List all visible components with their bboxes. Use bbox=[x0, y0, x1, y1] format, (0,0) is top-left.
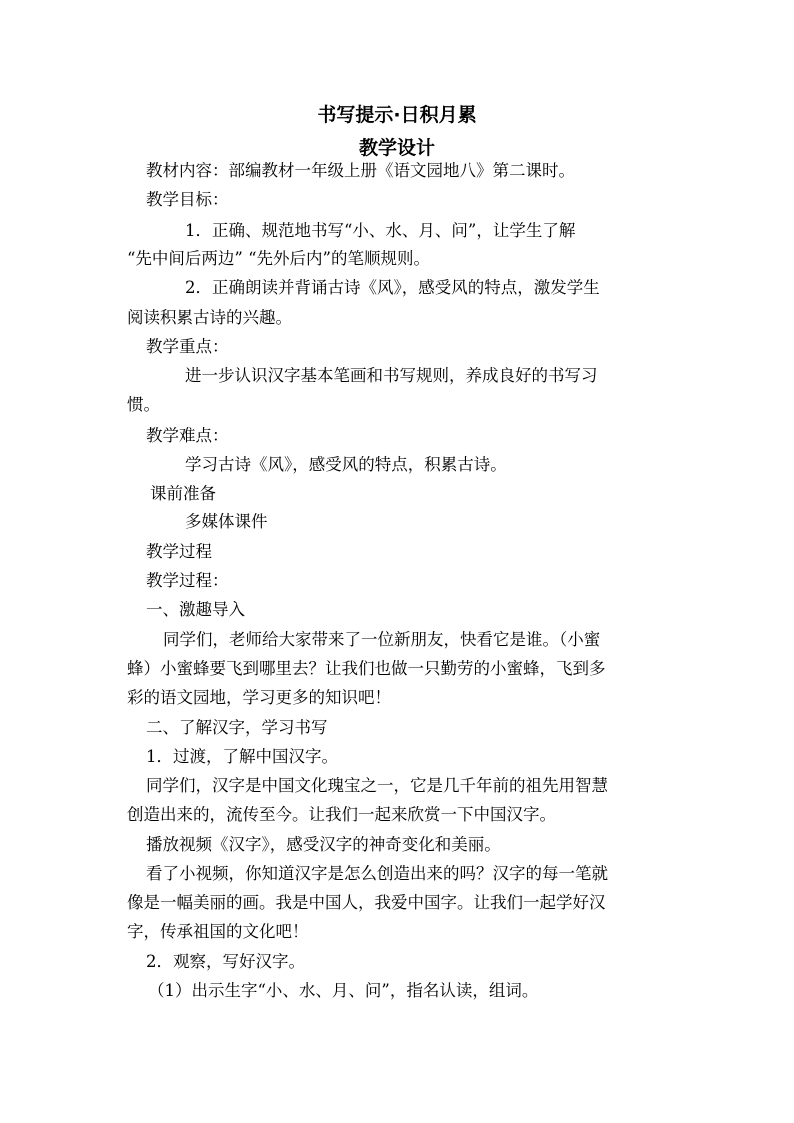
document-subtitle: 教学设计 bbox=[358, 137, 435, 159]
document-title: 书写提示·日积月累 bbox=[317, 104, 477, 126]
body-line: 一、激趣导入 bbox=[146, 600, 245, 619]
body-line: 教学难点： bbox=[146, 426, 229, 445]
body-line: 字，传承祖国的文化吧！ bbox=[127, 922, 309, 941]
body-line: 播放视频《汉字》，感受汉字的神奇变化和美丽。 bbox=[146, 835, 501, 854]
body-line: “先中间后两边” “先外后内”的笔顺规则。 bbox=[127, 249, 430, 268]
body-line: 多媒体课件 bbox=[185, 512, 268, 531]
body-line: 像是一幅美丽的画。我是中国人，我爱中国字。让我们一起学好汉 bbox=[127, 893, 606, 912]
body-line: 二、了解汉字，学习书写 bbox=[146, 718, 328, 737]
body-line: 2．观察，写好汉字。 bbox=[146, 952, 305, 971]
body-line: 惯。 bbox=[127, 395, 160, 414]
body-line: 课前准备 bbox=[150, 484, 216, 503]
body-line: 教学重点： bbox=[146, 337, 229, 356]
body-line: 2．正确朗读并背诵古诗《风》，感受风的特点，激发学生 bbox=[185, 278, 600, 297]
body-line: 教材内容：部编教材一年级上册《语文园地八》第二课时。 bbox=[146, 161, 575, 180]
body-line: 彩的语文园地，学习更多的知识吧！ bbox=[127, 688, 391, 707]
body-line: 蜂）小蜜蜂要飞到哪里去？让我们也做一只勤劳的小蜜蜂，飞到多 bbox=[127, 659, 606, 678]
body-line: 1．正确、规范地书写“小、水、月、问”，让学生了解 bbox=[185, 221, 576, 240]
body-line: 创造出来的，流传至今。让我们一起来欣赏一下中国汉字。 bbox=[127, 805, 556, 824]
body-line: （1）出示生字“小、水、月、问”，指名认读，组词。 bbox=[148, 981, 539, 1000]
body-line: 教学过程： bbox=[146, 571, 229, 590]
body-line: 同学们，汉字是中国文化瑰宝之一，它是几千年前的祖先用智慧 bbox=[146, 776, 608, 795]
body-line: 教学过程 bbox=[146, 542, 212, 561]
body-line: 同学们，老师给大家带来了一位新朋友，快看它是谁。（小蜜 bbox=[163, 630, 601, 649]
body-line: 教学目标： bbox=[146, 190, 229, 209]
body-line: 学习古诗《风》，感受风的特点，积累古诗。 bbox=[185, 455, 507, 474]
body-line: 进一步认识汉字基本笔画和书写规则，养成良好的书写习 bbox=[185, 366, 598, 385]
body-line: 1．过渡，了解中国汉字。 bbox=[146, 747, 338, 766]
body-line: 阅读积累古诗的兴趣。 bbox=[127, 308, 292, 327]
body-line: 看了小视频，你知道汉字是怎么创造出来的吗？汉字的每一笔就 bbox=[146, 864, 608, 883]
